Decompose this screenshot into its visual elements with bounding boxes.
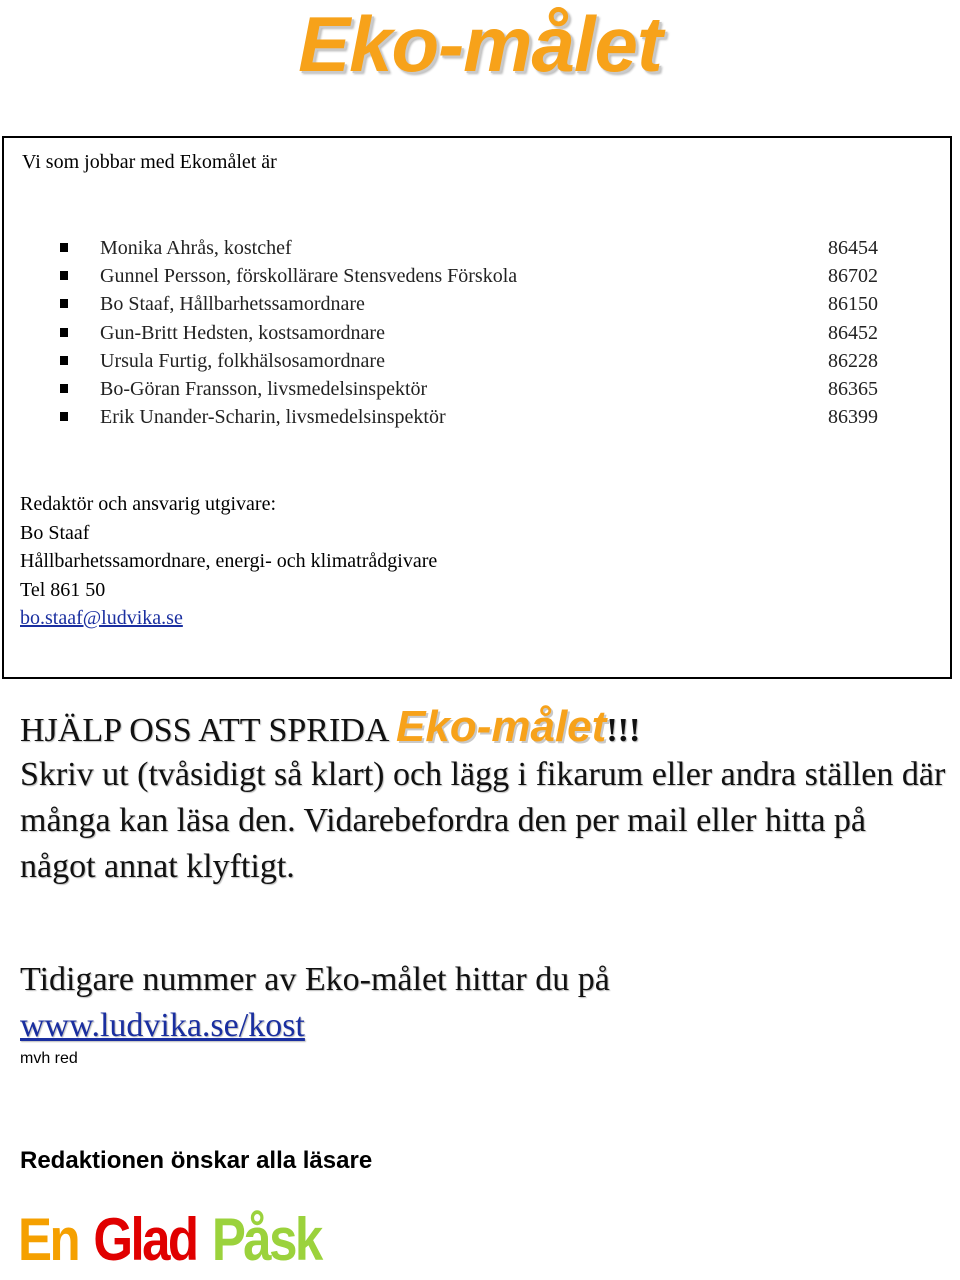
help-suffix: !!! xyxy=(606,712,641,749)
staff-phone: 86454 xyxy=(828,237,878,259)
staff-name: Bo-Göran Fransson, livsmedelsinspektör xyxy=(100,377,428,400)
staff-phone: 86452 xyxy=(828,321,878,344)
previous-issues xyxy=(20,957,610,1049)
editor-name: Bo Staaf xyxy=(20,521,90,544)
staff-phone: 86228 xyxy=(828,349,878,372)
bullet-icon xyxy=(60,356,68,365)
previous-text: Tidigare nummer av Eko-målet hittar du på xyxy=(20,961,610,998)
help-heading xyxy=(20,704,950,754)
staff-name: Erik Unander-Scharin, livsmedelsinspektör xyxy=(100,406,446,429)
editor-block xyxy=(20,490,437,633)
editor-email-link[interactable]: bo.staaf@ludvika.se xyxy=(20,607,183,629)
greeting: Redaktionen önskar alla läsare xyxy=(20,1147,373,1174)
help-prefix: HJÄLP OSS ATT SPRIDA xyxy=(20,712,388,749)
staff-phone: 86399 xyxy=(828,406,878,429)
staff-phone: 86702 xyxy=(828,265,878,288)
staff-name: Monika Ahrås, kostchef xyxy=(100,237,292,259)
help-brand: Eko-målet xyxy=(396,702,607,751)
bullet-icon xyxy=(60,299,68,308)
easter-word: Påsk xyxy=(211,1206,321,1273)
page-title: Eko-målet xyxy=(298,0,662,88)
staff-name: Gunnel Persson, förskollärare Stensvedens Förskola xyxy=(100,265,518,288)
bullet-icon xyxy=(60,412,68,421)
editor-role: Hållbarhetssamordnare, energi- och klimatrådgivare xyxy=(20,550,438,572)
signoff: mvh red xyxy=(20,1050,78,1067)
staff-item xyxy=(60,375,878,403)
bullet-icon xyxy=(60,243,68,252)
help-section xyxy=(20,704,950,890)
editor-tel: Tel 861 50 xyxy=(20,578,106,601)
staff-item xyxy=(60,262,878,290)
bullet-icon xyxy=(60,271,68,280)
bullet-icon xyxy=(60,384,68,393)
easter-word: En xyxy=(18,1206,79,1273)
help-body: Skriv ut (tvåsidigt så klart) och lägg i fikarum eller andra ställen där många kan läsa den. Vidarebefordra den per mail eller hitta på något annat klyftigt. xyxy=(20,756,946,885)
staff-item xyxy=(60,403,878,431)
box-intro: Vi som jobbar med Ekomålet är xyxy=(22,151,277,173)
staff-name: Bo Staaf, Hållbarhetssamordnare xyxy=(100,293,365,316)
editor-heading: Redaktör och ansvarig utgivare: xyxy=(20,493,277,515)
staff-item xyxy=(60,290,878,318)
bullet-icon xyxy=(60,328,68,337)
staff-phone: 86150 xyxy=(828,293,878,316)
staff-phone: 86365 xyxy=(828,377,878,400)
staff-name: Gun-Britt Hedsten, kostsamordnare xyxy=(100,321,385,344)
easter-word: Glad xyxy=(93,1206,197,1273)
staff-name: Ursula Furtig, folkhälsosamordnare xyxy=(100,349,385,372)
info-box xyxy=(2,136,952,679)
staff-item xyxy=(60,319,878,347)
staff-list xyxy=(60,234,878,431)
staff-item xyxy=(60,234,878,262)
previous-link[interactable]: www.ludvika.se/kost xyxy=(20,1007,305,1044)
staff-item xyxy=(60,347,878,375)
easter-greeting xyxy=(18,1200,336,1280)
